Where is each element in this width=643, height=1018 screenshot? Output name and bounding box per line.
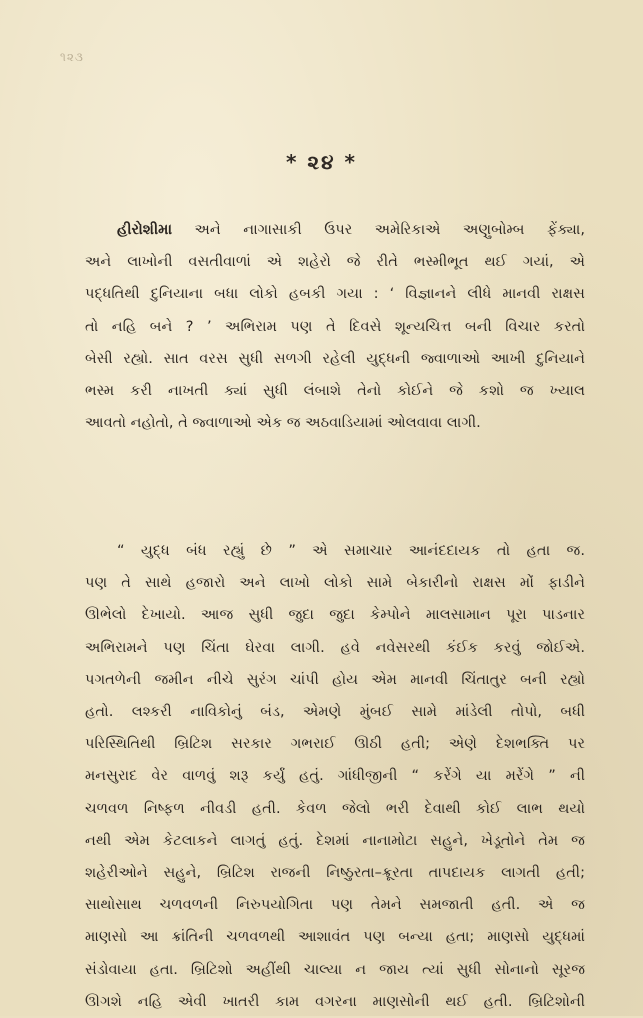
paragraph-line: બેસી રહ્યો. સાત વરસ સુધી સળગી રહેલી યુદ્ધની જ્વાળાઓ આખી દુનિયાને [85, 349, 585, 367]
faded-page-mark: ૧૨૩ [60, 50, 84, 64]
paragraph-line: પણ તે સાથે હજારો અને લાખો લોકો સામે બેકારીનો રાક્ષસ મોં ફાડીને [85, 574, 585, 592]
paragraph-line: અને લાખોની વસતીવાળાં એ શહેરો જે રીતે ભસ્મીભૂત થઈ ગયાં, એ [85, 253, 585, 271]
paragraph-line: હતો. લશ્કરી નાવિકોનું બંડ, એમણે મુંબઈ સામે માંડેલી તોપો, બધી [85, 703, 585, 721]
paragraph-line: પગતળેની જમીન નીચે સુરંગ ચાંપી હોય એમ માનવી ચિંતાતુર બની રહ્યો [85, 670, 585, 688]
paragraph-line: ભસ્મ કરી નાખતી ક્યાં સુધી લંબાશે તેનો કોઈને જે કશો જ ખ્યાલ [85, 382, 585, 400]
paragraph-line: મનસુરાદ વેર વાળવું શરૂ કર્યું હતું. ગાંધીજીની “ કરેંગે યા મરેંગે ” ની [85, 767, 585, 785]
paragraph-line: તો નહિ બને ? ’ અભિરામ પણ તે દિવસે શૂન્યચિત્ત બની વિચાર કરતો [85, 317, 585, 335]
opening-word: હીરોશીમા [117, 221, 173, 238]
paragraph-line: નથી એમ કેટલાકને લાગતું હતું. દેશમાં નાનામોટા સહુને, ખેડૂતોને તેમ જ [85, 831, 585, 849]
paragraph-line: ઊગશે નહિ એવી ખાતરી કામ વગરના માણસોની થઈ હતી. બ્રિટિશોની [85, 992, 585, 1010]
paragraph-2 [85, 535, 585, 1018]
paragraph-line: શહેરીઓને સહુને, બ્રિટિશ રાજની નિષ્ઠુરતા–ક્રૂરતા તાપદાયક લાગતી હતી; [85, 864, 585, 882]
line-text: અને નાગાસાકી ઉપર અમેરિકાએ અણુબોમ્બ ફેંક્યા, [172, 221, 585, 238]
paragraph-line: આવતો નહોતો, તે જ્વાળાઓ એક જ અઠવાડિયામાં ઓલવાવા લાગી. [85, 414, 481, 432]
paragraph-1 [85, 214, 585, 439]
paragraph-line: પદ્ધતિથી દુનિયાના બધા લોકો હબકી ગયા : ‘ વિજ્ઞાનને લીધે માનવી રાક્ષસ [85, 285, 585, 303]
paragraph-line: સાથોસાથ ચળવળની નિરુપયોગિતા પણ તેમને સમજાતી હતી. એ જ [85, 896, 585, 914]
paragraph-line [85, 214, 585, 246]
paragraph-line: માણસો આ ક્રાંતિની ચળવળથી આશાવંત પણ બન્યા હતા; માણસો યુદ્ધમાં [85, 928, 585, 946]
paragraph-line: “ યુદ્ધ બંધ રહ્યું છે ” એ સમાચાર આનંદદાયક તો હતા જ. [117, 542, 585, 559]
paragraph-line: અભિરામને પણ ચિંતા ઘેરવા લાગી. હવે નવેસરથી કંઈક કરવું જોઈએ. [85, 638, 585, 656]
paragraph-line: ચળવળ નિષ્ફળ નીવડી હતી. કેવળ જેલો ભરી દેવાથી કોઈ લાભ થયો [85, 799, 585, 817]
paragraph-line: પરિસ્થિતિથી બ્રિટિશ સરકાર ગભરાઈ ઊઠી હતી; એણે દેશભક્તિ પર [85, 735, 585, 753]
chapter-number-heading: * ૨૪ * [286, 150, 357, 174]
paragraph-line: ઊભેલો દેખાયો. આજ સુધી જુદા જુદા કેમ્પોને માલસામાન પૂરા પાડનાર [85, 606, 585, 624]
paragraph-line: સંડોવાયા હતા. બ્રિટિશો અહીંથી ચાલ્યા ન જાય ત્યાં સુધી સોનાનો સૂરજ [85, 960, 585, 978]
